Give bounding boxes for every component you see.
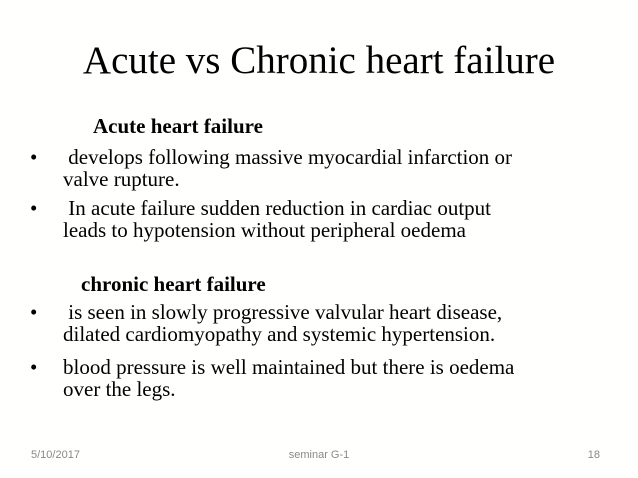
bullet-item: [30, 356, 610, 400]
footer-date: 5/10/2017: [31, 449, 80, 461]
bullet-marker: •: [30, 355, 38, 379]
bullet-text: blood pressure is well maintained but there is oedema over the legs.: [63, 355, 515, 401]
footer-page-number: 18: [587, 449, 600, 461]
bullet-text: In acute failure sudden reduction in cardiac output leads to hypotension without peripheral oedema: [63, 196, 491, 242]
footer-center-text: seminar G-1: [288, 449, 350, 461]
bullet-marker: •: [30, 300, 38, 324]
bullet-marker: •: [30, 145, 38, 169]
bullet-text: is seen in slowly progressive valvular heart disease, dilated cardiomyopathy and systemic hypertension.: [63, 300, 503, 346]
section-heading-chronic: chronic heart failure: [81, 272, 266, 296]
bullet-item: [30, 146, 610, 190]
bullet-item: [30, 197, 610, 241]
slide-title: Acute vs Chronic heart failure: [82, 39, 556, 82]
bullet-item: [30, 301, 610, 345]
bullet-marker: •: [30, 196, 38, 220]
section-heading-acute: Acute heart failure: [93, 114, 263, 138]
bullet-text: develops following massive myocardial infarction or valve rupture.: [63, 145, 513, 191]
